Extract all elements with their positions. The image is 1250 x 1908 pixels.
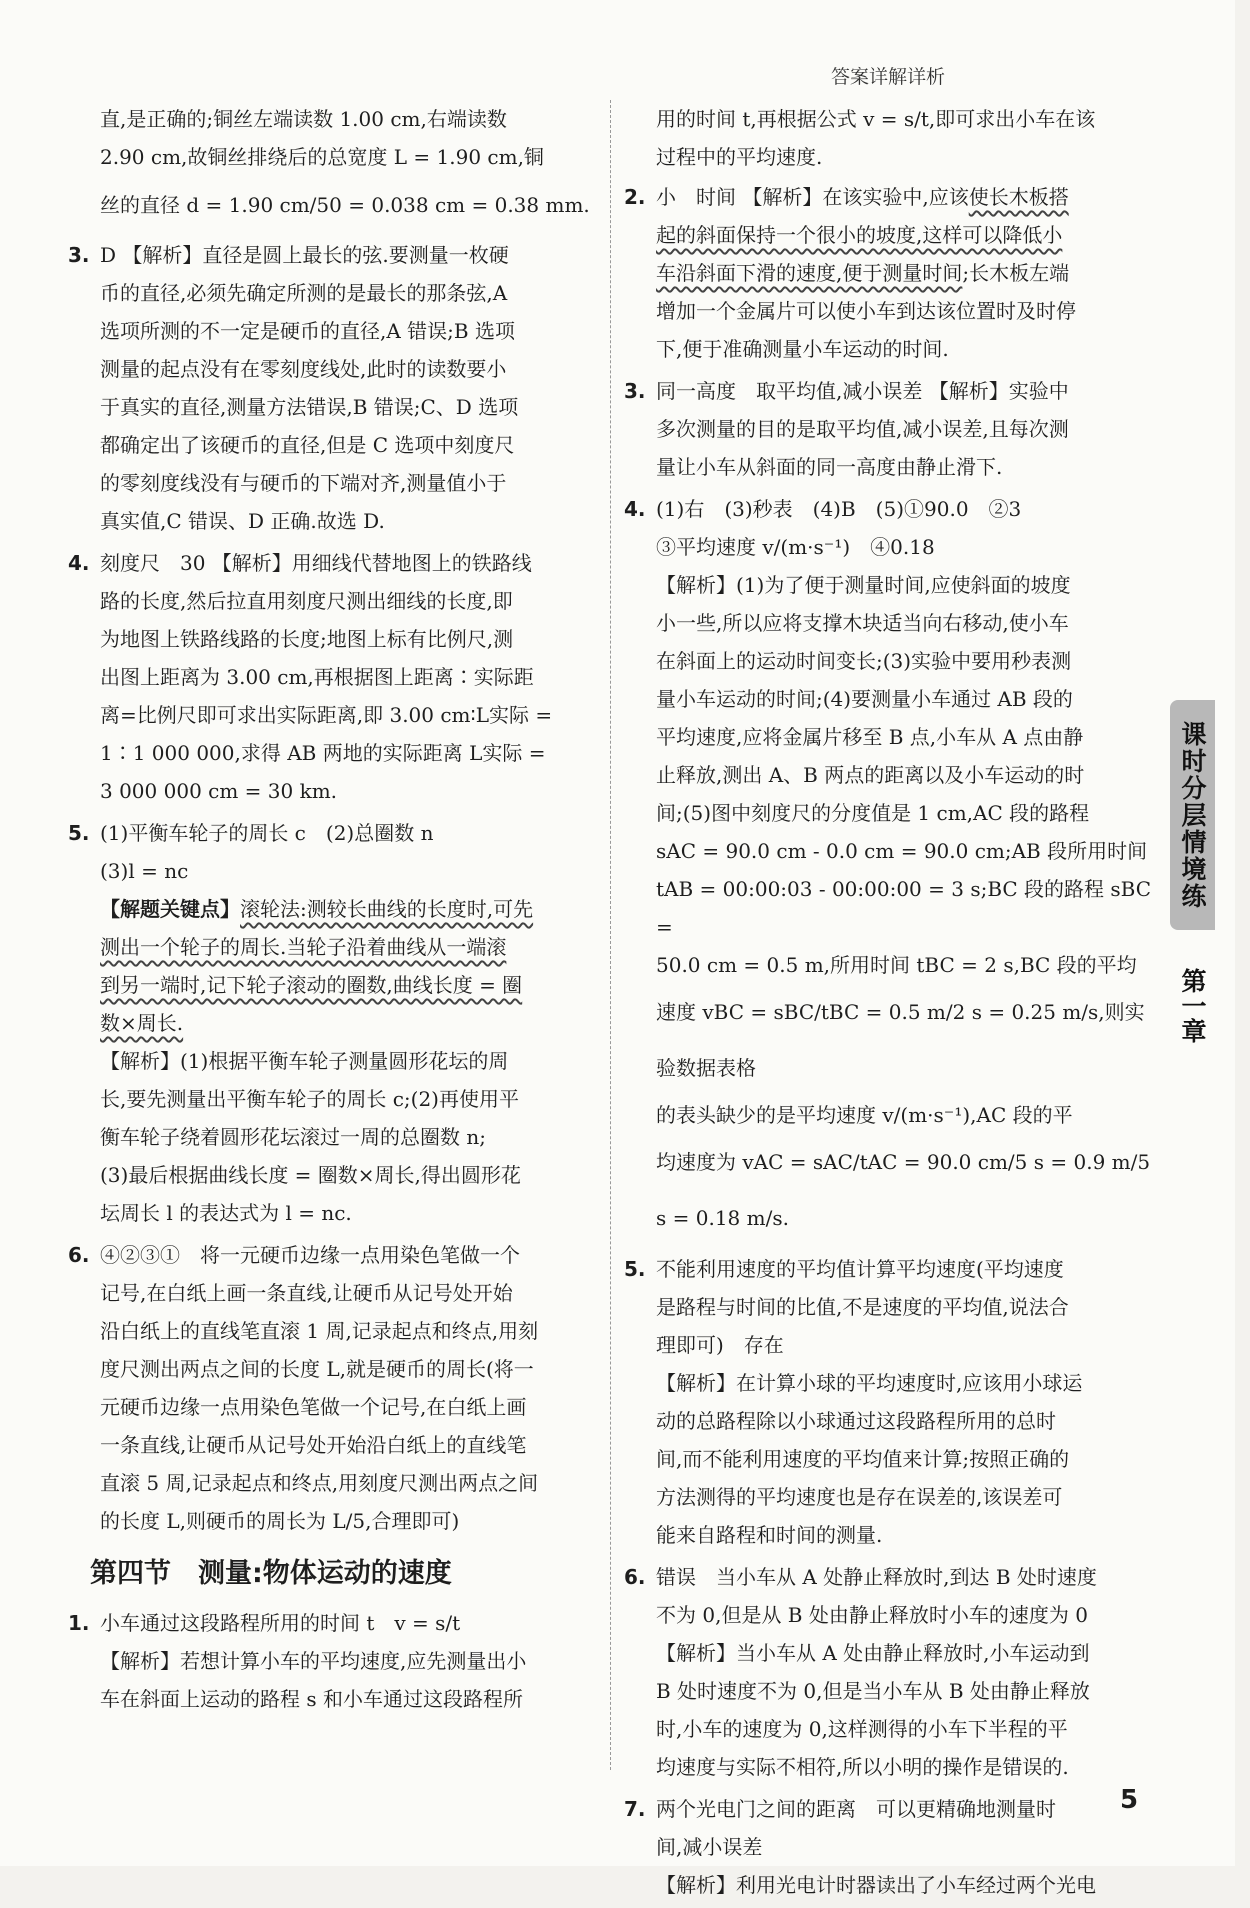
key-point: 【解题关键点】滚轮法:测较长曲线的长度时,可先 xyxy=(100,897,534,921)
answer-item-6-right: 6. 错误 当小车从 A 处静止释放时,到达 B 处时速度 不为 0,但是从 B 处由静止释放时小车的速度为 0 【解析】当小车从 A 处由静止释放时,小车运动到 B 处时速度不为 0,但是当小车从 B 处由静止释放 时,小车的速度为 0,这样测得的小车下半程的平 均速度与实际不相符,所以小明的操作是错误的. xyxy=(624,1565,1097,1779)
answer-item-5: 5. (1)平衡车轮子的周长 c (2)总圈数 n (3)l = nc 【解题关键点】滚轮法:测较长曲线的长度时,可先 测出一个轮子的周长.当轮子沿着曲线从一端滚 到另一端时,记下轮子滚动的圈数,曲线长度 = 圈 数×周长. 【解析】(1)根据平衡车轮子测量圆形花坛的周 长,要先测量出平衡车轮子的周长 c;(2)再使用平 衡车轮子绕着圆形花坛滚过一周的总圈数 n; (3)最后根据曲线长度 = 圈数×周长,得出圆形花 坛周长 l 的表达式为 l = nc. xyxy=(66,814,598,1232)
right-column xyxy=(622,100,1157,1908)
answer-item-5-right: 5. 不能利用速度的平均值计算平均速度(平均速度 是路程与时间的比值,不是速度的平均值,说法合 理即可) 存在 【解析】在计算小球的平均速度时,应该用小球运 动的总路程除以小球通过这段路程所用的总时 间,而不能利用速度的平均值来计算;按照正确的 方法测得的平均速度也是存在误差的,该误差可 能来自路程和时间的测量. xyxy=(624,1257,1083,1547)
answer-item-2: 2. 小 时间 【解析】在该实验中,应该使长木板搭 起的斜面保持一个很小的坡度,这样可以降低小 车沿斜面下滑的速度,便于测量时间;长木板左端 增加一个金属片可以使小车到达该位置时及时停 下,便于准确测量小车运动的时间. xyxy=(624,185,1076,361)
continued-text: 直,是正确的;铜丝左端读数 1.00 cm,右端读数 2.90 cm,故铜丝排绕后的总宽度 L = 1.90 cm,铜 丝的直径 d = 1.90 cm/50 = 0.038 cm = 0.38 mm. xyxy=(100,107,590,217)
answer-item-7-right: 7. 两个光电门之间的距离 可以更精确地测量时 间,减小误差 【解析】利用光电计时器读出了小车经过两个光电 xyxy=(624,1797,1096,1897)
section-title: 第四节 测量:物体运动的速度 xyxy=(90,1558,452,1589)
left-column xyxy=(66,100,598,1722)
answer-item-4-right: 4. (1)右 (3)秒表 (4)B (5)①90.0 ②3 ③平均速度 v/(m·s⁻¹) ④0.18 【解析】(1)为了便于测量时间,应使斜面的坡度 小一些,所以应将支撑木块适当向右移动,使小车 在斜面上的运动时间变长;(3)实验中要用秒表测 量小车运动的时间;(4)要测量小车通过 AB 段的 平均速度,应将金属片移至 B 点,小车从 A 点由静 止释放,测出 A、B 两点的距离以及小车运动的时 间;(5)图中刻度尺的分度值是 1 cm,AC 段的路程 sAC = 90.0 cm - 0.0 cm = 90.0 cm;AB 段所用时间 tAB = 00:00:03 - 00:00:00 = 3 s;BC 段的路程 sBC = 50.0 cm = 0.5 m,所用时间 tBC = 2 s,BC 段的平均 速度 vBC = sBC/tBC = 0.5 m/2 s = 0.25 m/s,则实验数据表格 的表头缺少的是平均速度 v/(m·s⁻¹),AC 段的平 均速度为 vAC = sAC/tAC = 90.0 cm/5 s = 0.9 m/5 s = 0.18 m/s. xyxy=(624,497,1152,1230)
section-item-1: 1. 小车通过这段路程所用的时间 t v = s/t 【解析】若想计算小车的平均速度,应先测量出小 车在斜面上运动的路程 s 和小车通过这段路程所 xyxy=(68,1611,527,1711)
answer-item-4: 4. 刻度尺 30 【解析】用细线代替地图上的铁路线 路的长度,然后拉直用刻度尺测出细线的长度,即 为地图上铁路线路的长度;地图上标有比例尺,测 出图上距离为 3.00 cm,再根据图上距离∶实际距 离=比例尺即可求出实际距离,即 3.00 cm∶L实际 = 1∶1 000 000,求得 AB 两地的实际距离 L实际 = 3 000 000 cm = 30 km. xyxy=(68,551,553,803)
answer-item-3-right: 3. 同一高度 取平均值,减小误差 【解析】实验中 多次测量的目的是取平均值,减小误差,且每次测 量让小车从斜面的同一高度由静止滑下. xyxy=(624,379,1069,479)
page-header: 答案详解详析 xyxy=(830,66,945,88)
column-divider xyxy=(610,100,611,1770)
continued-text-right: 用的时间 t,再根据公式 v = s/t,即可求出小车在该 过程中的平均速度. xyxy=(656,107,1096,169)
side-tab-label: 课时分层情境练 xyxy=(1170,700,1215,930)
answer-item-6: 6. ④②③① 将一元硬币边缘一点用染色笔做一个 记号,在白纸上画一条直线,让硬币从记号处开始 沿白纸上的直线笔直滚 1 周,记录起点和终点,用刻 度尺测出两点之间的长度 L,就是硬币的周长(将一 元硬币边缘一点用染色笔做一个记号,在白纸上画 一条直线,让硬币从记号处开始沿白纸上的直线笔 直滚 5 周,记录起点和终点,用刻度尺测出两点之间 的长度 L,则硬币的周长为 L/5,合理即可) xyxy=(68,1243,539,1533)
chapter-label: 第一章 xyxy=(1178,967,1207,1043)
answer-item-3: 3. D 【解析】直径是圆上最长的弦.要测量一枚硬 币的直径,必须先确定所测的是最长的那条弦,A 选项所测的不一定是硬币的直径,A 错误;B 选项 测量的起点没有在零刻度线处,此时的读数要小 于真实的直径,测量方法错误,B 错误;C、D 选项 都确定出了该硬币的直径,但是 C 选项中刻度尺 的零刻度线没有与硬币的下端对齐,测量值小于 真实值,C 错误、D 正确.故选 D. xyxy=(68,243,519,533)
page-number: 5 xyxy=(1120,1785,1139,1815)
